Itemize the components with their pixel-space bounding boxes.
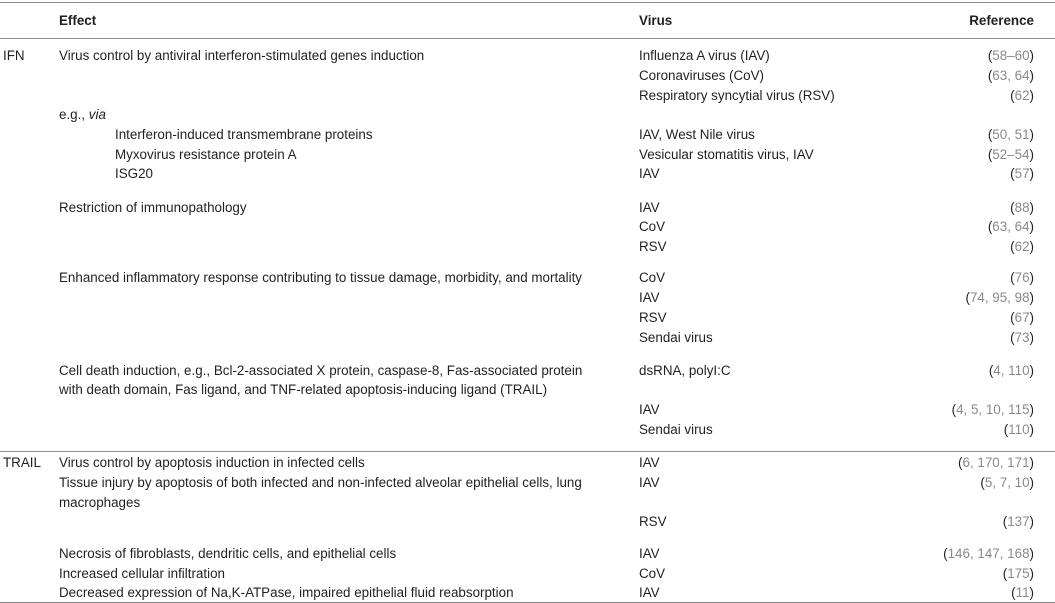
effect-subitem: Interferon-induced transmembrane proteins bbox=[115, 127, 373, 142]
reference-cell: (67) bbox=[1010, 310, 1034, 325]
effect-text: with death domain, Fas ligand, and TNF-related apoptosis-inducing ligand (TRAIL) bbox=[59, 382, 548, 397]
reference-cell: (88) bbox=[1010, 200, 1034, 215]
column-header-reference: Reference bbox=[969, 13, 1034, 28]
reference-cell: (57) bbox=[1010, 166, 1034, 181]
reference-cell: (110) bbox=[1003, 422, 1034, 437]
section-divider bbox=[0, 451, 1055, 452]
reference-cell: (63, 64) bbox=[987, 68, 1034, 83]
virus-cell: RSV bbox=[639, 514, 667, 529]
reference-cell: (62) bbox=[1010, 239, 1034, 254]
virus-cell: RSV bbox=[639, 239, 667, 254]
reference-link[interactable]: 50, 51 bbox=[992, 127, 1030, 142]
reference-cell: (62) bbox=[1010, 88, 1034, 103]
reference-link[interactable]: 146, 147, 168 bbox=[947, 546, 1030, 561]
virus-cell: dsRNA, polyI:C bbox=[639, 363, 731, 378]
virus-cell: CoV bbox=[639, 219, 666, 234]
reference-link[interactable]: 62 bbox=[1014, 88, 1030, 103]
reference-link[interactable]: 137 bbox=[1007, 514, 1030, 529]
virus-cell: IAV bbox=[639, 475, 660, 490]
effect-text: Tissue injury by apoptosis of both infected and non-infected alveolar epithelial cells, lung bbox=[59, 475, 582, 490]
virus-cell: CoV bbox=[639, 270, 666, 285]
virus-cell: IAV bbox=[639, 546, 660, 561]
virus-cell: Sendai virus bbox=[639, 422, 713, 437]
effect-text: Virus control by antiviral interferon-stimulated genes induction bbox=[59, 48, 425, 63]
table-top-rule bbox=[0, 2, 1055, 3]
effect-subitem: ISG20 bbox=[115, 166, 153, 181]
virus-cell: Respiratory syncytial virus (RSV) bbox=[639, 88, 835, 103]
reference-link[interactable]: 63, 64 bbox=[992, 68, 1030, 83]
column-header-effect: Effect bbox=[59, 13, 97, 28]
reference-cell: (11) bbox=[1011, 585, 1034, 600]
reference-link[interactable]: 88 bbox=[1014, 200, 1030, 215]
reference-link[interactable]: 4, 5, 10, 115 bbox=[956, 402, 1030, 417]
category-trail: TRAIL bbox=[3, 455, 41, 470]
reference-link[interactable]: 74, 95, 98 bbox=[969, 290, 1030, 305]
column-header-virus: Virus bbox=[639, 13, 673, 28]
virus-cell: Influenza A virus (IAV) bbox=[639, 48, 770, 63]
reference-link[interactable]: 175 bbox=[1007, 566, 1030, 581]
effect-text: Increased cellular infiltration bbox=[59, 566, 225, 581]
virus-cell: IAV bbox=[639, 166, 660, 181]
reference-link[interactable]: 6, 170, 171 bbox=[962, 455, 1030, 470]
virus-cell: Sendai virus bbox=[639, 330, 713, 345]
effect-text: Enhanced inflammatory response contributing to tissue damage, morbidity, and mortality bbox=[59, 270, 582, 285]
virus-cell: Vesicular stomatitis virus, IAV bbox=[639, 147, 814, 162]
virus-cell: RSV bbox=[639, 310, 667, 325]
reference-cell: (175) bbox=[1002, 566, 1034, 581]
reference-link[interactable]: 63, 64 bbox=[992, 219, 1030, 234]
reference-link[interactable]: 58–60 bbox=[992, 48, 1030, 63]
effect-text: macrophages bbox=[59, 495, 141, 510]
effect-text: Restriction of immunopathology bbox=[59, 200, 247, 215]
reference-cell: (50, 51) bbox=[987, 127, 1034, 142]
reference-cell: (73) bbox=[1010, 330, 1034, 345]
category-ifn: IFN bbox=[3, 48, 25, 63]
reference-link[interactable]: 5, 7, 10 bbox=[984, 475, 1030, 490]
reference-cell: (52–54) bbox=[987, 147, 1034, 162]
effect-text: Necrosis of fibroblasts, dendritic cells, and epithelial cells bbox=[59, 546, 397, 561]
reference-cell: (6, 170, 171) bbox=[958, 455, 1034, 470]
effect-text: Decreased expression of Na,K-ATPase, impaired epithelial fluid reabsorption bbox=[59, 585, 514, 600]
virus-cell: IAV bbox=[639, 585, 660, 600]
header-rule bbox=[0, 38, 1055, 39]
effect-text: Virus control by apoptosis induction in infected cells bbox=[59, 455, 365, 470]
virus-cell: IAV bbox=[639, 455, 660, 470]
reference-link[interactable]: 73 bbox=[1014, 330, 1030, 345]
effect-eg-via: e.g., via bbox=[59, 107, 106, 122]
virus-cell: IAV, West Nile virus bbox=[639, 127, 755, 142]
reference-link[interactable]: 4, 110 bbox=[993, 363, 1030, 378]
virus-cell: CoV bbox=[639, 566, 666, 581]
effect-subitem: Myxovirus resistance protein A bbox=[115, 147, 297, 162]
reference-cell: (146, 147, 168) bbox=[943, 546, 1034, 561]
reference-link[interactable]: 76 bbox=[1014, 270, 1030, 285]
reference-cell: (58–60) bbox=[987, 48, 1034, 63]
reference-cell: (5, 7, 10) bbox=[980, 475, 1034, 490]
virus-cell: Coronaviruses (CoV) bbox=[639, 68, 765, 83]
virus-cell: IAV bbox=[639, 402, 660, 417]
reference-link[interactable]: 62 bbox=[1014, 239, 1030, 254]
reference-link[interactable]: 11 bbox=[1015, 585, 1030, 600]
reference-cell: (4, 5, 10, 115) bbox=[951, 402, 1034, 417]
virus-cell: IAV bbox=[639, 290, 660, 305]
reference-cell: (74, 95, 98) bbox=[965, 290, 1034, 305]
reference-link[interactable]: 57 bbox=[1014, 166, 1030, 181]
effect-text: Cell death induction, e.g., Bcl-2-associated X protein, caspase-8, Fas-associated protein bbox=[59, 363, 583, 378]
virus-cell: IAV bbox=[639, 200, 660, 215]
reference-cell: (4, 110) bbox=[988, 363, 1034, 378]
reference-link[interactable]: 110 bbox=[1008, 422, 1030, 437]
reference-cell: (63, 64) bbox=[987, 219, 1034, 234]
reference-cell: (76) bbox=[1010, 270, 1034, 285]
reference-cell: (137) bbox=[1002, 514, 1034, 529]
reference-link[interactable]: 52–54 bbox=[992, 147, 1030, 162]
reference-link[interactable]: 67 bbox=[1014, 310, 1030, 325]
